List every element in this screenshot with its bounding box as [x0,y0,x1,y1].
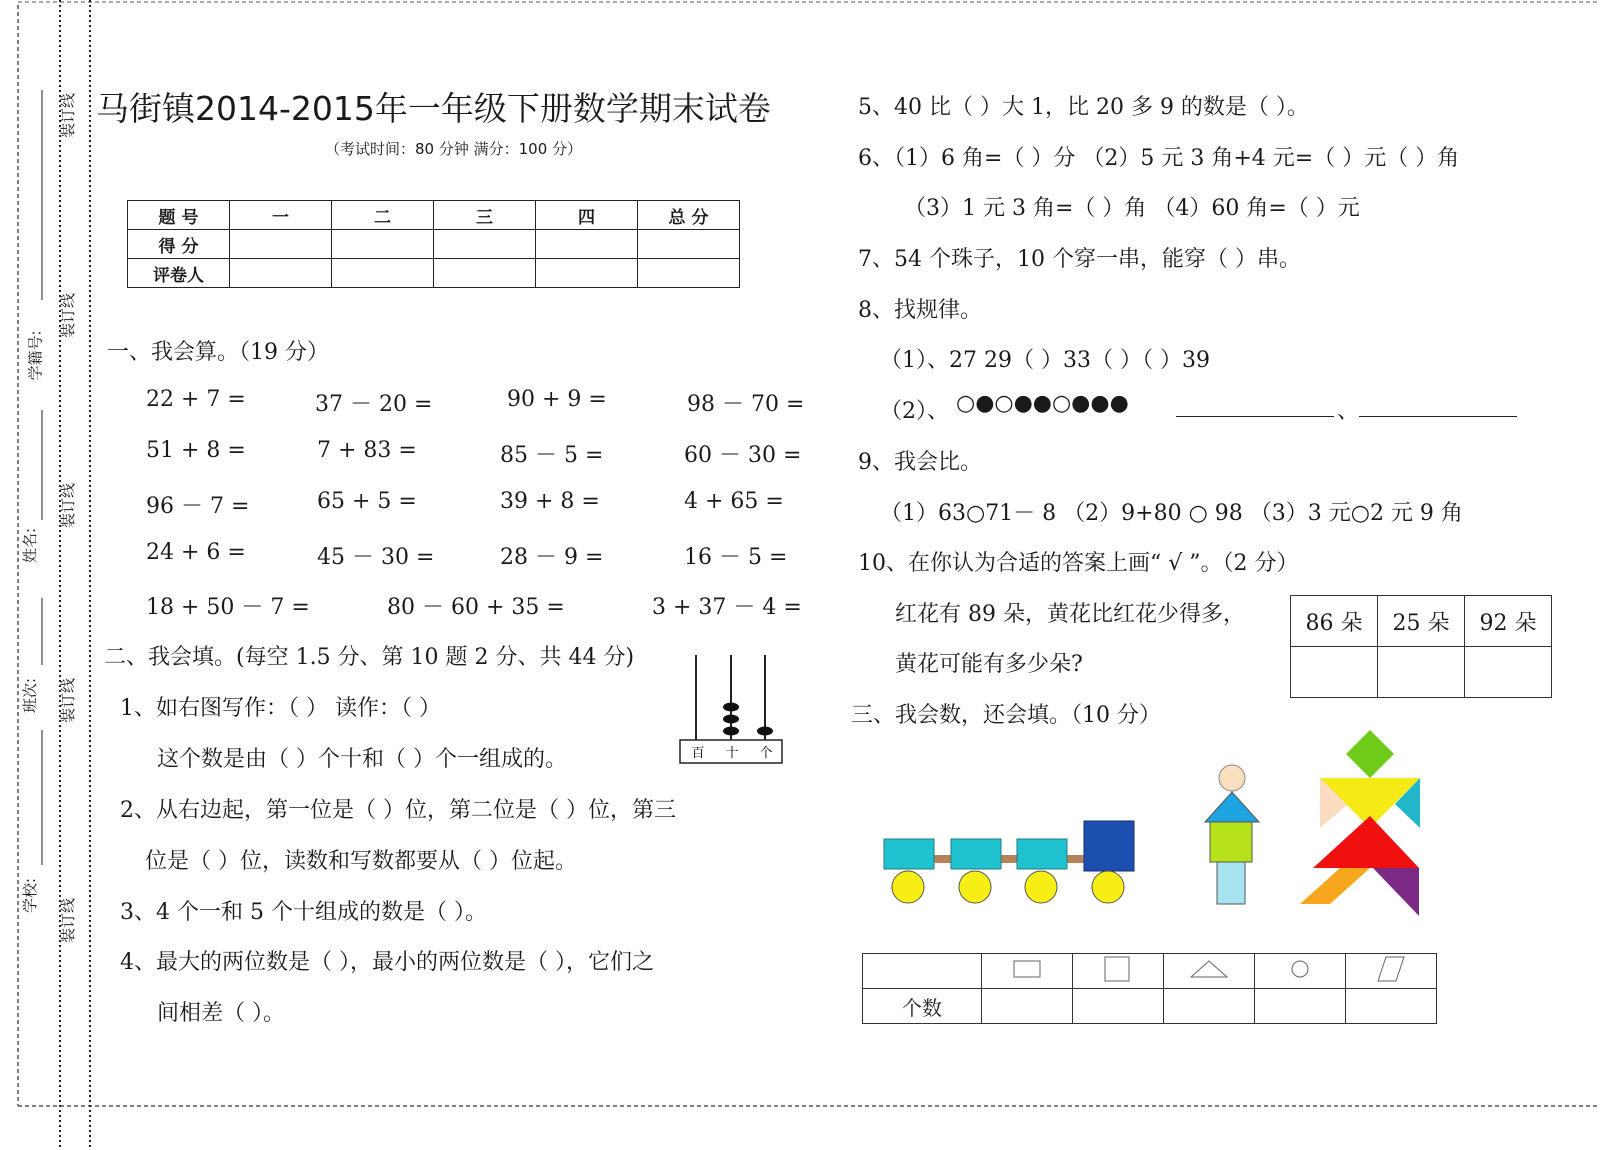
student-id-label: 学籍号: [26,330,45,381]
question-6-part2: （3）1 元 3 角=（ ）角 （4）60 角=（ ）元 [904,196,1360,221]
binding-line-label: 装订线 [59,482,78,529]
table-cell [1073,954,1164,989]
option-86[interactable]: 86 朵 [1291,596,1378,647]
question-8: 8、找规律。 [858,298,982,323]
question-line: 3、4 个一和 5 个十组成的数是（ ）。 [120,900,487,925]
answer-blank[interactable] [1176,416,1334,417]
table-row [1291,647,1552,698]
table-cell [1346,954,1437,989]
equation: 37 － 20 = [315,392,433,417]
equation: 39 + 8 = [500,489,600,514]
count-cell[interactable] [1073,989,1164,1024]
table-cell [1164,954,1255,989]
option-92[interactable]: 92 朵 [1465,596,1552,647]
score-table [127,200,740,288]
table-cell[interactable] [536,230,638,259]
equation: 18 + 50 － 7 = [146,595,310,620]
page-title: 马街镇2014-2015年一年级下册数学期末试卷 [96,89,771,128]
question-8-part1: （1）、27 29（ ）33（ ）（ ）39 [880,348,1210,373]
table-cell: 四 [536,201,638,230]
table-cell: 一 [230,201,332,230]
count-cell[interactable] [1346,989,1437,1024]
table-row [128,201,740,230]
parallelogram-shape-icon [1376,955,1406,983]
question-line: 间相差（ ）。 [157,1001,285,1026]
count-cell[interactable] [1164,989,1255,1024]
exam-subtitle: （考试时间：80 分钟 满分：100 分） [325,140,583,158]
equation: 4 + 65 = [684,489,784,514]
table-cell[interactable] [638,259,740,288]
figure-person [1195,762,1270,907]
equation: 3 + 37 － 4 = [652,595,802,620]
square-shape-icon [1103,955,1133,983]
abacus-figure [676,650,786,768]
question-9: 9、我会比。 [858,450,982,475]
rectangle-shape-icon [1012,958,1042,980]
equation: 45 － 30 = [317,545,435,570]
table-cell [982,954,1073,989]
equation: 90 + 9 = [507,387,607,412]
table-cell: 题 号 [128,201,230,230]
shape-count-table [862,953,1437,1024]
equation: 96 － 7 = [146,494,250,519]
table-row [863,954,1437,989]
equation: 65 + 5 = [317,489,417,514]
table-cell: 评卷人 [128,259,230,288]
table-cell: 三 [434,201,536,230]
question-9-parts: （1）63○71－ 8 （2）9+80 ○ 98 （3）3 元○2 元 9 角 [880,501,1463,526]
section1-heading: 一、我会算。（19 分） [107,340,329,365]
equation: 80 － 60 + 35 = [387,595,565,620]
equation: 24 + 6 = [146,540,246,565]
table-cell[interactable] [1378,647,1465,698]
question-line: 1、如右图写作：（ ） 读作：（ ） [120,696,441,721]
equation: 85 － 5 = [500,443,604,468]
equation: 22 + 7 = [146,387,246,412]
school-label: 学校: [21,877,40,914]
table-cell: 二 [332,201,434,230]
table-cell[interactable] [638,230,740,259]
table-row [128,230,740,259]
answer-options-table [1290,595,1552,698]
abacus-label: 百 [691,746,705,761]
class-label: 班次: [21,677,40,714]
triangle-shape-icon [1189,958,1229,980]
equation: 51 + 8 = [146,438,246,463]
table-cell: 得 分 [128,230,230,259]
count-cell[interactable] [1255,989,1346,1024]
binding-line-label: 装订线 [59,897,78,944]
table-cell[interactable] [230,259,332,288]
table-row [863,989,1437,1024]
table-cell[interactable] [434,259,536,288]
count-cell[interactable] [982,989,1073,1024]
tangram-figure [1295,728,1425,923]
question-line: 这个数是由（ ）个十和（ ）个一组成的。 [157,747,567,772]
count-row-label: 个数 [863,989,982,1024]
table-cell[interactable] [332,230,434,259]
question-line: 2、从右边起，第一位是（ ）位，第二位是（ ）位，第三 [120,798,676,823]
table-cell: 总 分 [638,201,740,230]
table-cell[interactable] [434,230,536,259]
table-cell[interactable] [1465,647,1552,698]
table-cell [863,954,982,989]
answer-blank[interactable] [1359,416,1517,417]
equation: 98 － 70 = [687,392,805,417]
binding-line-label: 装订线 [59,92,78,139]
question-line: 位是（ ）位，读数和写数都要从（ ）位起。 [145,849,577,874]
student-name-label: 姓名: [21,527,40,564]
question-6: 6、（1）6 角=（ ）分 （2）5 元 3 角+4 元=（ ）元（ ）角 [858,146,1460,171]
abacus-label: 十 [725,746,739,761]
option-25[interactable]: 25 朵 [1378,596,1465,647]
table-row [1291,596,1552,647]
binding-line-label: 装订线 [59,292,78,339]
question-10-text: 红花有 89 朵，黄花比红花少得多， [895,602,1245,627]
question-7: 7、54 个珠子，10 个穿一串，能穿（ ）串。 [858,247,1301,272]
equation: 28 － 9 = [500,545,604,570]
equation: 16 － 5 = [684,545,788,570]
question-10-question: 黄花可能有多少朵? [895,652,1083,677]
train-figure [880,815,1140,910]
table-cell [1255,954,1346,989]
question-8-part2-prefix: （2）、 [880,399,949,424]
circle-pattern: ○●○●●○●●● [956,391,1129,416]
table-row [128,259,740,288]
blank-separator: 、 [1337,399,1360,424]
abacus-label: 个 [759,746,773,761]
equation: 60 － 30 = [684,443,802,468]
equation: 7 + 83 = [317,438,417,463]
question-line: 4、最大的两位数是（ ），最小的两位数是（ ），它们之 [120,950,654,975]
table-cell[interactable] [1291,647,1378,698]
table-cell[interactable] [230,230,332,259]
table-cell[interactable] [536,259,638,288]
circle-shape-icon [1289,958,1311,980]
binding-line-label: 装订线 [59,677,78,724]
question-5: 5、40 比（ ）大 1，比 20 多 9 的数是（ ）。 [858,95,1309,120]
section2-heading: 二、我会填。(每空 1.5 分、第 10 题 2 分、共 44 分) [104,645,635,670]
section3-heading: 三、我会数，还会填。（10 分） [851,703,1161,728]
table-cell[interactable] [332,259,434,288]
question-10: 10、在你认为合适的答案上画“ √ ”。（2 分） [858,551,1299,576]
